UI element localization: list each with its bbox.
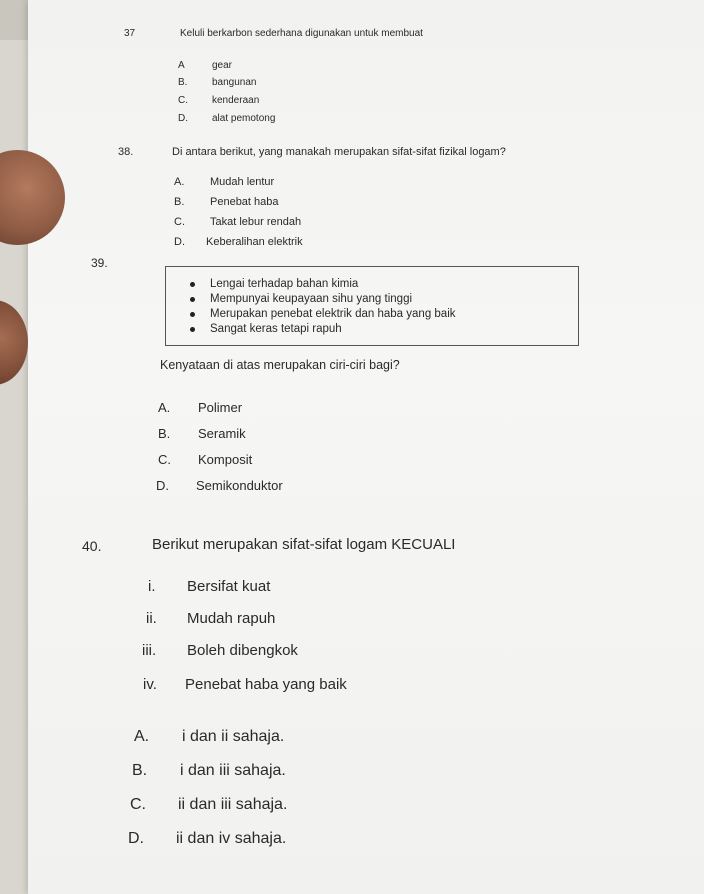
roman-numeral: iv. <box>143 676 157 693</box>
roman-text: Bersifat kuat <box>187 578 271 595</box>
question-text: Di antara berikut, yang manakah merupakan sifat-sifat fizikal logam? <box>172 146 506 158</box>
option-letter: D. <box>178 113 188 124</box>
option-text: Keberalihan elektrik <box>206 236 303 248</box>
option-letter: D. <box>174 236 185 248</box>
statement-box <box>165 266 579 346</box>
option-letter: C. <box>158 452 171 467</box>
option-letter: A. <box>174 176 185 188</box>
option-text: Penebat haba <box>210 196 279 208</box>
option-letter: C. <box>130 796 146 813</box>
option-text: i dan ii sahaja. <box>182 728 285 745</box>
option-letter: A. <box>158 400 171 415</box>
option-letter: A. <box>134 728 150 745</box>
option-letter: B. <box>174 196 185 208</box>
option-text: kenderaan <box>212 95 260 106</box>
option-letter: C. <box>174 216 185 228</box>
finger-second <box>0 300 28 385</box>
question-text: Berikut merupakan sifat-sifat logam KECUALI <box>152 536 456 553</box>
question-number: 37 <box>124 28 136 39</box>
option-letter: B. <box>158 426 171 441</box>
option-text: Semikonduktor <box>196 478 283 493</box>
statement-list <box>210 277 456 337</box>
roman-numeral: iii. <box>142 642 157 659</box>
roman-text: Penebat haba yang baik <box>185 676 347 693</box>
option-text: bangunan <box>212 77 257 88</box>
question-text: Kenyataan di atas merupakan ciri-ciri bagi? <box>160 358 400 372</box>
option-text: alat pemotong <box>212 113 276 124</box>
option-text: Komposit <box>198 452 253 467</box>
option-text: Mudah lentur <box>210 176 275 188</box>
option-text: Takat lebur rendah <box>210 216 302 228</box>
list-item: Mempunyai keupayaan sihu yang tinggi <box>210 292 456 307</box>
roman-numeral: ii. <box>146 610 157 627</box>
list-item: Lengai terhadap bahan kimia <box>210 277 456 292</box>
option-letter: B. <box>132 762 148 779</box>
option-text: Polimer <box>198 400 243 415</box>
question-text: Keluli berkarbon sederhana digunakan untuk membuat <box>180 28 423 39</box>
option-letter: A <box>178 60 185 71</box>
option-letter: C. <box>178 95 188 106</box>
option-letter: D. <box>156 478 169 493</box>
roman-text: Mudah rapuh <box>187 610 276 627</box>
roman-numeral: i. <box>148 578 156 595</box>
list-item: Merupakan penebat elektrik dan haba yang baik <box>210 308 456 320</box>
question-number: 38. <box>118 146 134 158</box>
option-text: ii dan iv sahaja. <box>176 830 287 847</box>
option-letter: B. <box>178 77 188 88</box>
option-text: i dan iii sahaja. <box>180 762 286 779</box>
option-text: ii dan iii sahaja. <box>178 796 288 813</box>
option-text: Seramik <box>198 426 246 441</box>
roman-text: Boleh dibengkok <box>187 642 298 659</box>
question-number: 39. <box>91 256 108 270</box>
exam-paper <box>28 0 704 894</box>
question-number: 40. <box>82 538 102 554</box>
list-item: Sangat keras tetapi rapuh <box>210 322 456 337</box>
option-letter: D. <box>128 830 144 847</box>
option-text: gear <box>212 60 233 71</box>
